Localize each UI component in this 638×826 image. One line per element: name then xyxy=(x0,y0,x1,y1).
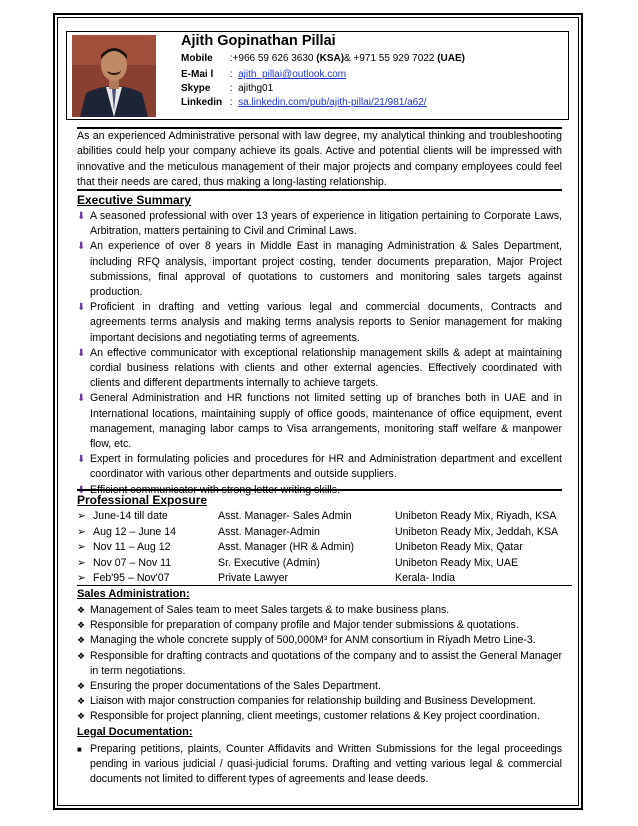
down-arrow-bullet-icon: ⬇ xyxy=(77,393,86,405)
down-arrow-bullet-icon: ⬇ xyxy=(77,347,86,359)
exposure-company: Kerala- India xyxy=(395,572,456,584)
exposure-period: Aug 12 – June 14 xyxy=(93,525,177,538)
diamond-bullet-icon: ❖ xyxy=(77,620,86,631)
email-link[interactable]: ajith_pillai@outlook.com xyxy=(238,69,347,80)
list-item-text: Ensuring the proper documentations of the Sales Department. xyxy=(90,680,381,693)
list-item xyxy=(77,209,562,239)
email-row xyxy=(181,68,346,82)
list-item-text: Responsible for drafting contracts and quotations of the company and to assist the General Manager in term negotiations. xyxy=(90,649,562,677)
email-sep: : xyxy=(229,69,233,80)
legal-documentation-list xyxy=(77,742,562,788)
mobile-number-1: +966 59 626 3630 xyxy=(232,53,317,64)
exposure-bottom-rule xyxy=(77,585,572,586)
list-item xyxy=(77,742,562,788)
list-item xyxy=(77,618,562,633)
list-item-text: General Administration and HR functions not limited setting up of branches both in UAE and in International locations, maintaining supply of office goods, maintenance of office equipment, event management, managing labor camps to Visa arrangements, monitoring staff welfare & manpower flow, etc. xyxy=(90,392,562,451)
mobile-sep: : xyxy=(229,53,233,64)
diamond-bullet-icon: ❖ xyxy=(77,681,86,692)
executive-summary-list xyxy=(77,209,562,498)
exposure-row xyxy=(77,556,567,571)
legal-documentation-title: Legal Documentation: xyxy=(77,726,193,738)
exposure-row xyxy=(77,540,567,555)
exposure-top-rule xyxy=(77,489,562,491)
mobile-label: Mobile xyxy=(181,53,213,64)
intro-bottom-rule xyxy=(77,189,562,191)
mobile-country-1: (KSA) xyxy=(316,53,345,64)
list-item xyxy=(77,452,562,482)
exposure-company: Unibeton Ready Mix, Riyadh, KSA xyxy=(395,510,557,522)
exposure-period: June-14 till date xyxy=(93,510,168,522)
executive-summary-title: Executive Summary xyxy=(77,193,192,207)
skype-label: Skype xyxy=(181,83,211,94)
linkedin-link[interactable]: sa.linkedin.com/pub/ajith-pillai/21/981/a62/ xyxy=(238,97,427,108)
list-item-text: Expert in formulating policies and procedures for HR and Administration department and excellent coordinator with various other departments and outside suppliers. xyxy=(90,453,562,481)
exposure-role: Sr. Executive (Admin) xyxy=(218,556,320,569)
exposure-company: Unibeton Ready Mix, Jeddah, KSA xyxy=(395,525,559,538)
linkedin-label: Linkedin xyxy=(181,97,223,108)
exposure-company: Unibeton Ready Mix, Qatar xyxy=(395,541,523,553)
list-item-text: Responsible for project planning, client meetings, customer relations & Key project coordination. xyxy=(90,710,540,723)
intro-paragraph: As an experienced Administrative personal with law degree, my analytical thinking and troubleshooting abilities could help your company achieve its goals. Active and potential clients will be impressed with innovative and the meticulous management of their major projects and company employees could feel that their needs are cared, thus making a long-lasting relationship. xyxy=(77,130,562,188)
list-item-text: A seasoned professional with over 13 years of experience in litigation pertaining to Corporate Laws, Arbitration, matters pertaining to Civil and Criminal Laws. xyxy=(90,210,562,238)
diamond-bullet-icon: ❖ xyxy=(77,635,86,646)
down-arrow-bullet-icon: ⬇ xyxy=(77,241,86,253)
mobile-number-2: +971 55 929 7022 xyxy=(353,53,438,64)
list-item-text: Liaison with major construction companies for relationship building and Business Development. xyxy=(90,695,536,708)
sales-administration-title: Sales Administration: xyxy=(77,588,190,600)
exposure-period: Feb'95 – Nov'07 xyxy=(93,572,170,584)
skype-id: ajithg01 xyxy=(238,83,274,94)
down-arrow-bullet-icon: ⬇ xyxy=(77,302,86,314)
square-bullet-icon: ■ xyxy=(77,745,82,754)
linkedin-row xyxy=(181,96,427,110)
chevron-bullet-icon: ➢ xyxy=(77,572,86,584)
list-item-text: Management of Sales team to meet Sales targets & to make business plans. xyxy=(90,604,450,616)
exposure-role: Asst. Manager-Admin xyxy=(218,525,320,538)
list-item xyxy=(77,679,562,694)
linkedin-sep: : xyxy=(229,97,233,108)
list-item-text: Efficient communicator with strong letter writing skills. xyxy=(90,483,341,496)
chevron-bullet-icon: ➢ xyxy=(77,541,86,553)
professional-exposure-title: Professional Exposure xyxy=(77,493,208,507)
diamond-bullet-icon: ❖ xyxy=(77,696,86,707)
down-arrow-bullet-icon: ⬇ xyxy=(77,484,86,496)
diamond-bullet-icon: ❖ xyxy=(77,650,86,661)
profile-photo xyxy=(72,35,156,117)
down-arrow-bullet-icon: ⬇ xyxy=(77,454,86,466)
list-item-text: Proficient in drafting and vetting various legal and commercial documents, Contracts and agreements terms analysis and making terms analysis reports to Senior management for making important decisions and negotiating terms of agreements. xyxy=(90,301,562,344)
mobile-country-2: (UAE) xyxy=(437,53,465,64)
list-item-text: An effective communicator with exceptional relationship management skills & adept at maintaining cordial business relations with clients and other external agencies. Effectively coordinated with clients and different departments internally to achieve targets. xyxy=(90,346,562,390)
list-item xyxy=(77,239,562,300)
list-item xyxy=(77,649,562,679)
diamond-bullet-icon: ❖ xyxy=(77,605,86,615)
mobile-row xyxy=(181,52,465,66)
list-item-text: Responsible for preparation of company profile and Major tender submissions & quotations. xyxy=(90,619,519,632)
list-item xyxy=(77,391,562,452)
skype-sep: : xyxy=(229,83,233,94)
list-item-text: Managing the whole concrete supply of 500,000M³ for ANM consortium in Riyadh Metro Line-3. xyxy=(90,634,536,647)
exposure-role: Asst. Manager- Sales Admin xyxy=(218,510,352,522)
exposure-role: Asst. Manager (HR & Admin) xyxy=(218,541,354,553)
list-item xyxy=(77,633,562,648)
exposure-company: Unibeton Ready Mix, UAE xyxy=(395,556,519,569)
email-label: E-Mai l xyxy=(181,69,214,80)
exposure-role: Private Lawyer xyxy=(218,572,289,584)
exposure-row xyxy=(77,525,567,540)
list-item xyxy=(77,694,562,709)
skype-row xyxy=(181,82,273,96)
exposure-period: Nov 11 – Aug 12 xyxy=(93,541,171,553)
sales-administration-list xyxy=(77,603,562,725)
list-item xyxy=(77,709,562,724)
list-item xyxy=(77,300,562,346)
exposure-period: Nov 07 – Nov 11 xyxy=(93,556,172,569)
chevron-bullet-icon: ➢ xyxy=(77,556,86,569)
chevron-bullet-icon: ➢ xyxy=(77,525,86,538)
mobile-amp: & xyxy=(344,53,354,64)
list-item xyxy=(77,346,562,392)
list-item-text: Preparing petitions, plaints, Counter Affidavits and Written Submissions for the legal proceedings pending in various judicial / quasi-judicial forums. Drafting and vetting various legal & commercial documents not limited to different types of agreements and lease deeds. xyxy=(90,743,562,786)
down-arrow-bullet-icon: ⬇ xyxy=(77,211,86,222)
chevron-bullet-icon: ➢ xyxy=(77,510,86,522)
candidate-name: Ajith Gopinathan Pillai xyxy=(181,33,336,49)
list-item xyxy=(77,603,562,618)
diamond-bullet-icon: ❖ xyxy=(77,711,86,722)
list-item-text: An experience of over 8 years in Middle East in managing Administration & Sales Department, including RFQ analysis, important project costing, tender documents preparation, Major Project submissions, final approval of quotations to customers and monitoring sales targets against production. xyxy=(90,240,562,299)
exposure-row xyxy=(77,509,567,524)
exposure-row xyxy=(77,571,567,586)
